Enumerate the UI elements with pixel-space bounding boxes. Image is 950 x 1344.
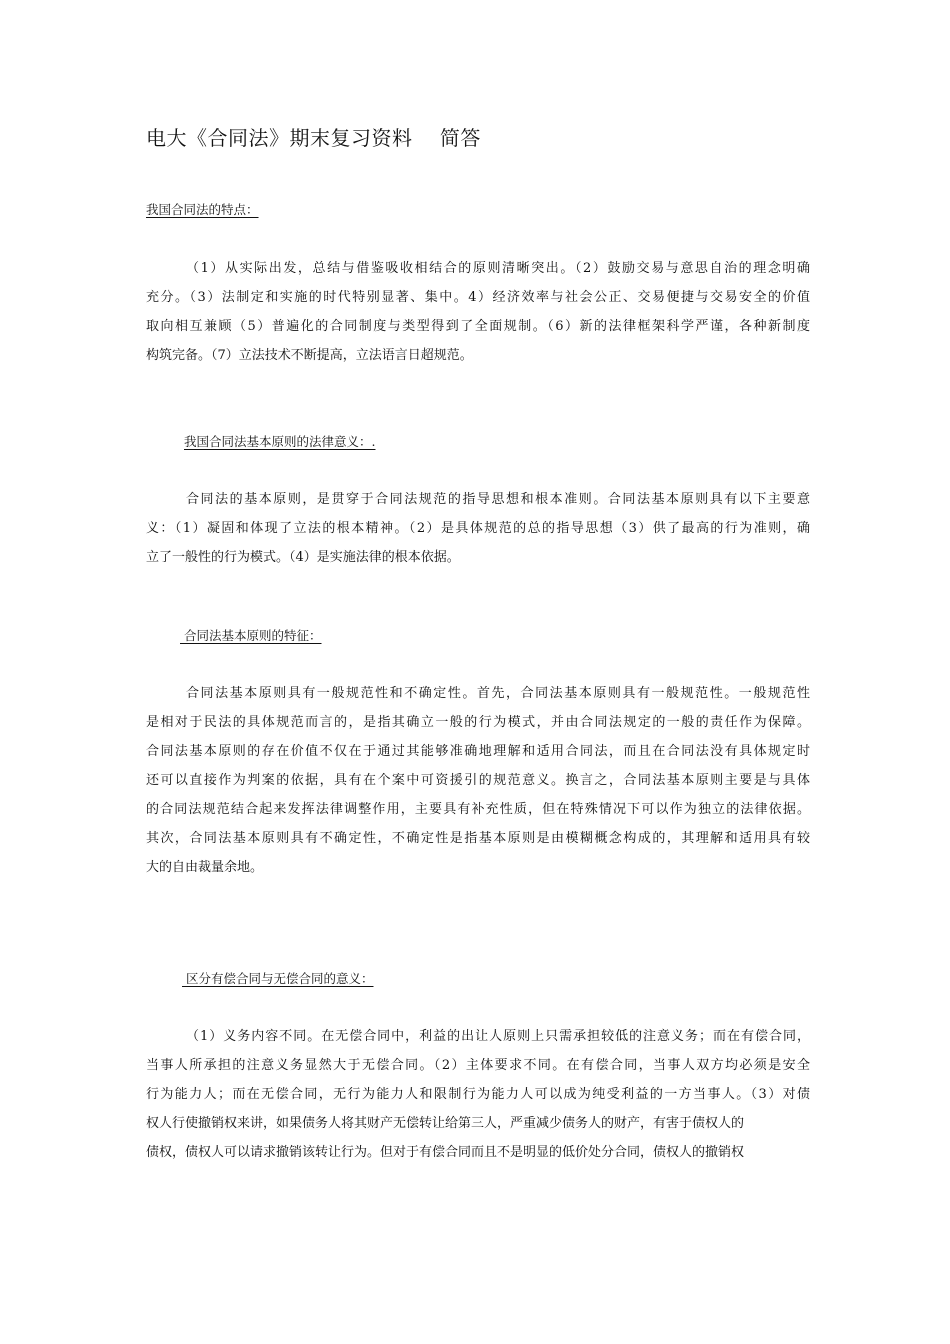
paragraph-line: 充分。（3）法制定和实施的时代特别显著、集中。4）经济效率与社会公正、交易便捷与交易安全的价值: [146, 290, 810, 305]
paragraph-line: 义：（1）凝固和体现了立法的根本精神。（2）是具体规范的总的指导思想（3）供了最高的行为准则，确: [146, 521, 810, 536]
paragraph-line: 当事人所承担的注意义务显然大于无偿合同。（2）主体要求不同。在有偿合同，当事人双方均必须是安全: [146, 1058, 810, 1073]
paragraph-line: 构筑完备。（7）立法技术不断提高，立法语言日超规范。: [146, 348, 473, 363]
paragraph-line: 是相对于民法的具体规范而言的，是指其确立一般的行为模式，并由合同法规定的一般的责任作为保障。: [146, 715, 810, 730]
paragraph-line: 合同法的基本原则，是贯穿于合同法规范的指导思想和根本准则。合同法基本原则具有以下主要意: [186, 492, 810, 507]
paragraph-line: 合同法基本原则具有一般规范性和不确定性。首先，合同法基本原则具有一般规范性。一般规范性: [186, 686, 810, 701]
paragraph-line: 债权，债权人可以请求撤销该转让行为。但对于有偿合同而且不是明显的低价处分合同，债权人的撤销权: [146, 1145, 745, 1160]
section-heading-principles-characteristics: 合同法基本原则的特征：: [180, 628, 322, 643]
paragraph-line: 合同法基本原则的存在价值不仅在于通过其能够准确地理解和适用合同法，而且在合同法没有具体规定时: [146, 744, 810, 759]
paragraph-line: （1）从实际出发，总结与借鉴吸收相结合的原则清晰突出。（2）鼓励交易与意思自治的理念明确: [186, 261, 810, 276]
paragraph-line: 还可以直接作为判案的依据，具有在个案中可资援引的规范意义。换言之，合同法基本原则主要是与具体: [146, 773, 810, 788]
section-body-paid-vs-gratuitous: [146, 1022, 810, 1167]
section-body-features: [146, 254, 810, 370]
section-body-principles-significance: [146, 485, 810, 572]
paragraph-line: 立了一般性的行为模式。（4）是实施法律的根本依据。: [146, 550, 460, 565]
section-heading-features: 我国合同法的特点：: [146, 202, 259, 217]
paragraph-line: 行为能力人；而在无偿合同，无行为能力人和限制行为能力人可以成为纯受利益的一方当事人。（3）对债: [146, 1087, 810, 1102]
section-body-principles-characteristics: [146, 679, 810, 882]
section-heading-principles-significance: 我国合同法基本原则的法律意义：.: [184, 434, 376, 449]
paragraph-line: 取向相互兼顾（5）普遍化的合同制度与类型得到了全面规制。（6）新的法律框架科学严谨，各种新制度: [146, 319, 810, 334]
paragraph-line: 大的自由裁量余地。: [146, 860, 264, 875]
paragraph-line: 其次，合同法基本原则具有不确定性，不确定性是指基本原则是由模糊概念构成的，其理解和适用具有较: [146, 831, 810, 846]
section-heading-paid-vs-gratuitous: 区分有偿合同与无偿合同的意义：: [182, 971, 374, 986]
paragraph-line: 权人行使撤销权来讲，如果债务人将其财产无偿转让给第三人，严重减少债务人的财产，有害于债权人的: [146, 1116, 745, 1131]
paragraph-line: 的合同法规范结合起来发挥法律调整作用，主要具有补充性质，但在特殊情况下可以作为独立的法律依据。: [146, 802, 810, 817]
document-title: 电大《合同法》期末复习资料 简答: [146, 126, 481, 150]
paragraph-line: （1）义务内容不同。在无偿合同中，利益的出让人原则上只需承担较低的注意义务；而在有偿合同，: [186, 1029, 810, 1044]
